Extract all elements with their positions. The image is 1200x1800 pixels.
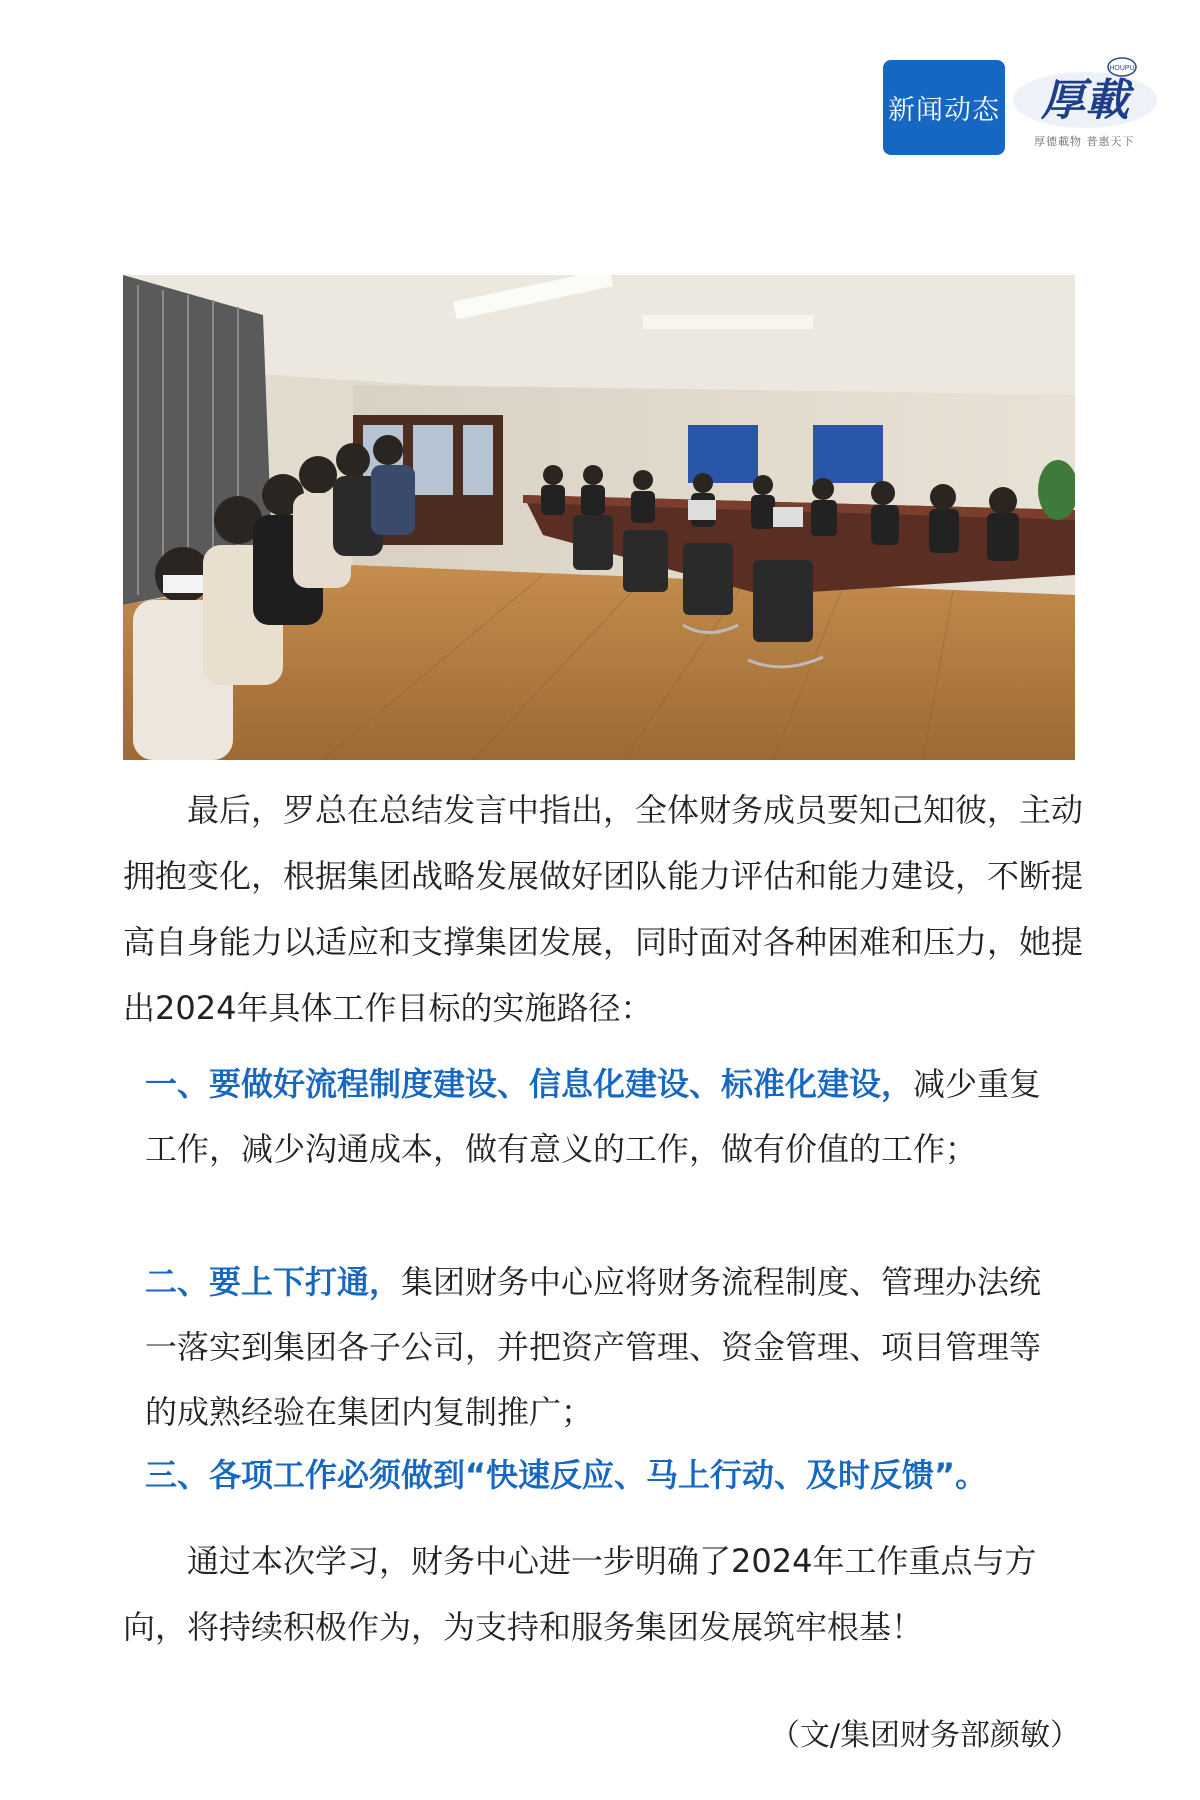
company-logo bbox=[1010, 55, 1160, 155]
article-paragraph-2: 通过本次学习，财务中心进一步明确了2024年工作重点与方向，将持续积极作为，为支持和服务集团发展筑牢根基！ bbox=[123, 1542, 1037, 1646]
meeting-photo bbox=[123, 275, 1075, 760]
goal-item-2-text: 集团财务中心应将财务流程制度、管理办法统一落实到集团各子公司，并把资产管理、资金管理、项目管理等的成熟经验在集团内复制推广； bbox=[145, 1263, 1042, 1431]
svg-text:HOUPU: HOUPU bbox=[1109, 65, 1135, 72]
article-signature: （文/集团财务部颜敏） bbox=[769, 1718, 1080, 1753]
goal-item-2 bbox=[145, 1250, 1065, 1445]
news-section-tag bbox=[883, 60, 1005, 155]
goal-item-1-text: 减少重复工作，减少沟通成本，做有意义的工作，做有价值的工作； bbox=[145, 1065, 1042, 1168]
goal-item-1-highlight: 一、要做好流程制度建设、信息化建设、标准化建设， bbox=[145, 1065, 914, 1103]
goal-item-3-highlight: 三、各项工作必须做到“快速反应、马上行动、及时反馈”。 bbox=[145, 1456, 988, 1494]
logo-slogan: 厚德載物 普惠天下 bbox=[1034, 135, 1135, 148]
svg-text:厚載: 厚載 bbox=[1041, 75, 1129, 126]
goal-item-3 bbox=[145, 1443, 1065, 1508]
news-section-label: 新闻动态 bbox=[888, 95, 1000, 126]
goal-item-1 bbox=[145, 1052, 1065, 1182]
meeting-photo-image bbox=[123, 275, 1075, 760]
logo-mark bbox=[1010, 55, 1160, 135]
article-paragraph-1: 最后，罗总在总结发言中指出，全体财务成员要知己知彼，主动拥抱变化，根据集团战略发展做好团队能力评估和能力建设，不断提高自身能力以适应和支撑集团发展，同时面对各种困难和压力，她提出2024年具体工作目标的实施路径： bbox=[123, 791, 1084, 1027]
goal-item-2-highlight: 二、要上下打通， bbox=[145, 1263, 402, 1301]
